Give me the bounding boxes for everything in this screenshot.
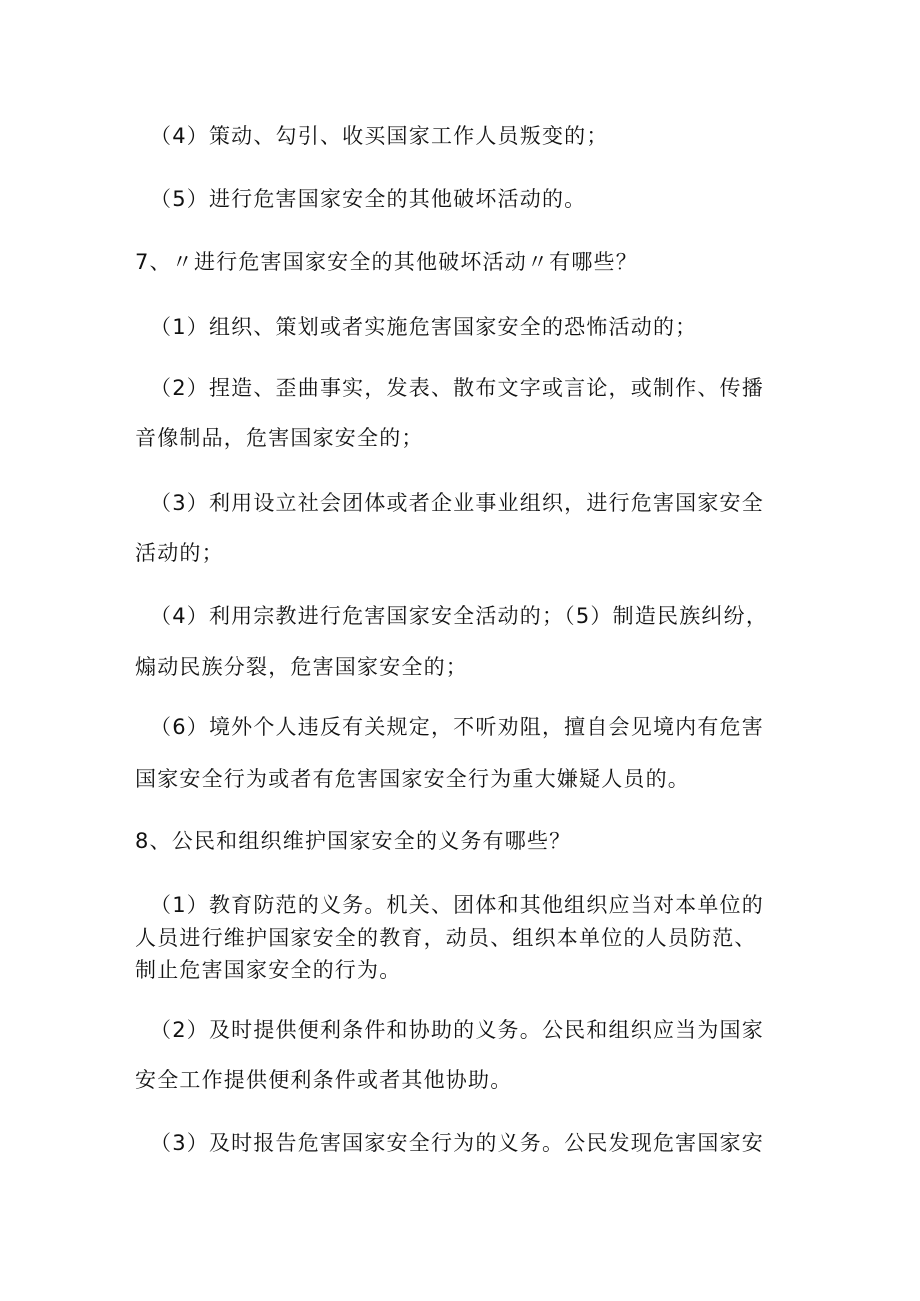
text-line: 人员进行维护国家安全的教育，动员、组织本单位的人员防范、 (135, 926, 757, 950)
text-line: （3）及时报告危害国家安全行为的义务。公民发现危害国家安 (150, 1131, 764, 1155)
text-line: （2）及时提供便利条件和协助的义务。公民和组织应当为国家 (150, 1018, 764, 1042)
text-line: （4）利用宗教进行危害国家安全活动的；（5）制造民族纠纷， (150, 604, 769, 628)
text-line: （3）利用设立社会团体或者企业事业组织，进行危害国家安全 (150, 491, 764, 515)
text-line: （1）组织、策划或者实施危害国家安全的恐怖活动的； (150, 315, 698, 339)
text-line: 制止危害国家安全的行为。 (135, 958, 402, 982)
text-line: 国家安全行为或者有危害国家安全行为重大嫌疑人员的。 (135, 767, 690, 791)
text-line: （4）策动、勾引、收买国家工作人员叛变的； (150, 124, 609, 148)
section-heading-8: 8、公民和组织维护国家安全的义务有哪些？ (135, 829, 572, 853)
text-line: 音像制品，危害国家安全的； (135, 426, 424, 450)
text-line: （6）境外个人违反有关规定，不听劝阻，擅自会见境内有危害 (150, 715, 764, 739)
text-line: （2）捏造、歪曲事实，发表、散布文字或言论，或制作、传播 (150, 376, 764, 400)
text-line: 安全工作提供便利条件或者其他协助。 (135, 1068, 513, 1092)
text-line: 煽动民族分裂，危害国家安全的； (135, 655, 468, 679)
section-heading-7: 7、〃进行危害国家安全的其他破坏活动〃有哪些？ (135, 250, 638, 274)
text-line: 活动的； (135, 541, 224, 565)
text-line: （5）进行危害国家安全的其他破坏活动的。 (150, 187, 587, 211)
text-line: （1）教育防范的义务。机关、团体和其他组织应当对本单位的 (150, 893, 764, 917)
